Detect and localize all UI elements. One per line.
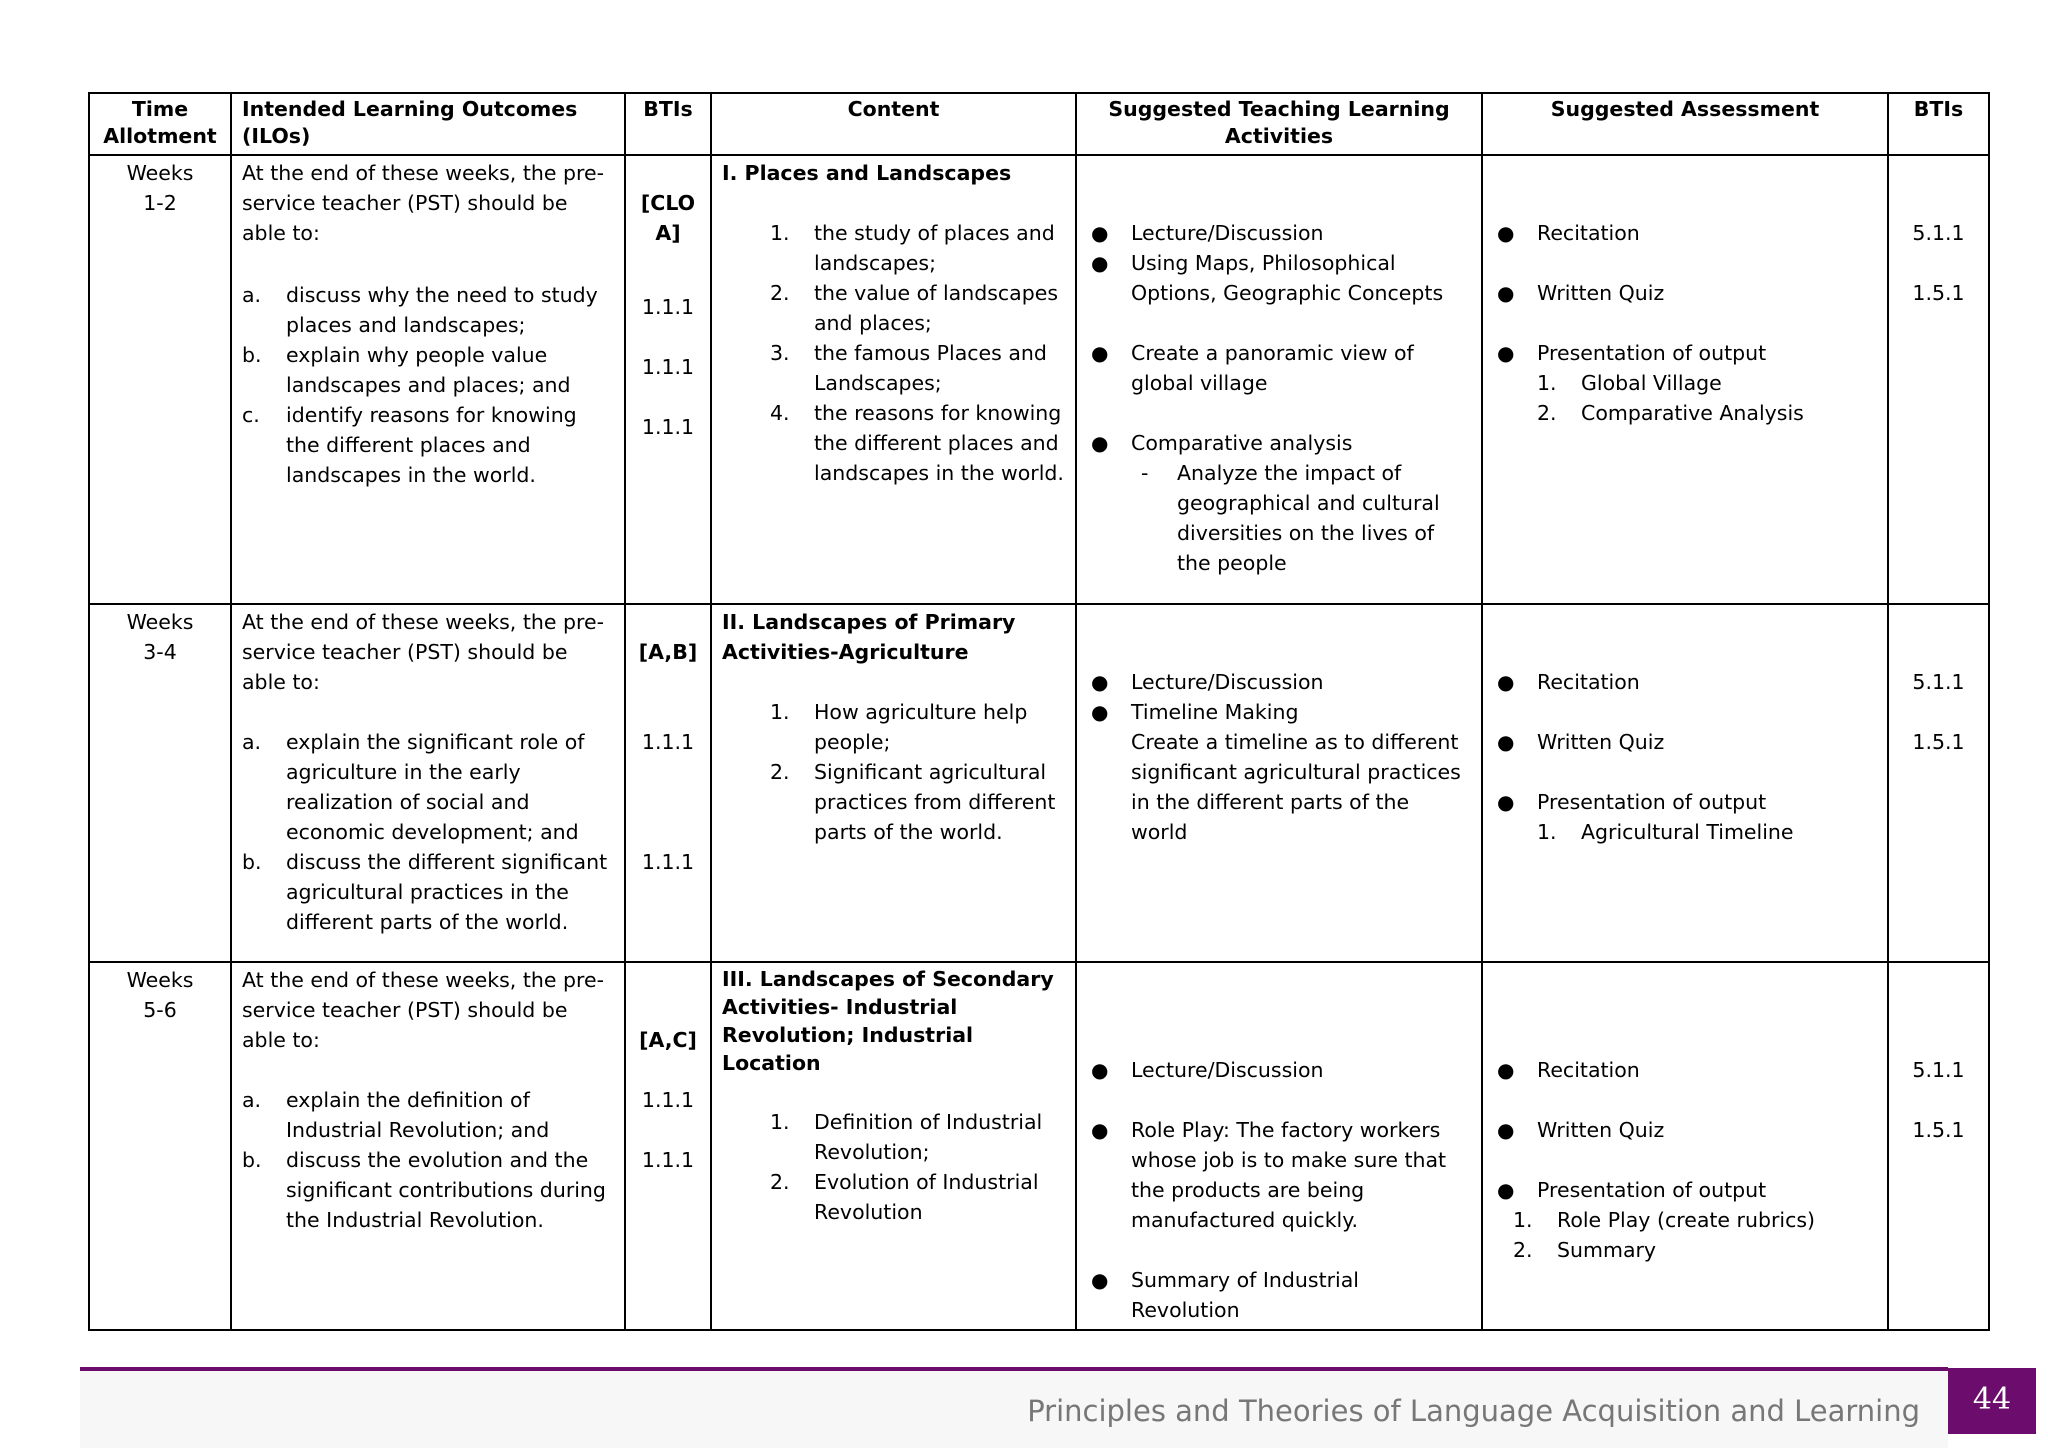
time-label: Weeks (126, 610, 194, 634)
activities-cell (1076, 962, 1482, 1330)
table-row (89, 604, 1989, 962)
activities-list (1087, 1055, 1471, 1085)
header-activities: Suggested Teaching Learning Activities (1076, 93, 1482, 155)
list-item: 2. Comparative Analysis (1537, 401, 1804, 425)
list-item: ● Using Maps, Philosophical Options, Geographic Concepts (1091, 251, 1444, 305)
ilo-list (242, 280, 614, 490)
syllabus-table (88, 92, 1990, 1331)
list-item: ● Recitation (1497, 1058, 1640, 1082)
list-item: 2. Evolution of Industrial Revolution (770, 1170, 1039, 1224)
content-list (722, 218, 1065, 488)
time-range: 3-4 (143, 640, 177, 664)
btis-cell (625, 155, 711, 604)
time-allotment-cell (89, 155, 231, 604)
header-time: Time Allotment (89, 93, 231, 155)
assessment-list (1493, 667, 1877, 697)
btis-cell-2 (1888, 604, 1989, 962)
list-item: b. discuss the evolution and the significant contributions during the Industrial Revolution. (242, 1148, 606, 1232)
ilo-cell (231, 962, 625, 1330)
header-content: Content (711, 93, 1076, 155)
content-title: II. Landscapes of Primary Activities-Agriculture (722, 610, 1016, 664)
ilo-intro: At the end of these weeks, the pre-service teacher (PST) should be able to: (242, 968, 604, 1052)
btis-cell (625, 604, 711, 962)
ilo-cell (231, 155, 625, 604)
list-item: a. explain the definition of Industrial Revolution; and (242, 1088, 550, 1142)
activity-description: Create a timeline as to different significant agricultural practices in the different parts of the world (1131, 730, 1461, 844)
list-item: 1. Global Village (1537, 371, 1722, 395)
header-btis-2: BTIs (1888, 93, 1989, 155)
bti-value: 1.1.1 (641, 730, 695, 754)
content-title: I. Places and Landscapes (722, 161, 1012, 185)
list-item: 1. Role Play (create rubrics) (1513, 1208, 1816, 1232)
list-item: ● Comparative analysis (1091, 431, 1353, 455)
bti-value: 1.1.1 (641, 355, 695, 379)
content-cell (711, 155, 1076, 604)
bti-value: 1.1.1 (641, 1148, 695, 1172)
bti-value: 1.1.1 (641, 415, 695, 439)
list-item: a. discuss why the need to study places and landscapes; (242, 283, 598, 337)
list-item: ● Role Play: The factory workers whose job is to make sure that the products are being manufactured quickly. (1091, 1118, 1447, 1232)
clo-code: [CLO A] (640, 191, 696, 245)
clo-code: [A,C] (639, 1028, 697, 1052)
list-item: ● Recitation (1497, 221, 1640, 245)
list-item: 4. the reasons for knowing the different places and landscapes in the world. (770, 401, 1064, 485)
activities-list (1087, 218, 1471, 308)
time-range: 5-6 (143, 998, 177, 1022)
assessment-cell (1482, 604, 1888, 962)
content-title: III. Landscapes of Secondary Activities- Industrial Revolution; Industrial Location (722, 967, 1054, 1075)
content-list (722, 1107, 1065, 1227)
table-row (89, 155, 1989, 604)
ilo-intro: At the end of these weeks, the pre-service teacher (PST) should be able to: (242, 610, 604, 694)
list-item: - Analyze the impact of geographical and cultural diversities on the lives of the people (1141, 461, 1440, 575)
time-label: Weeks (126, 968, 194, 992)
list-item: 1. Definition of Industrial Revolution; (770, 1110, 1043, 1164)
bti-value: 1.5.1 (1912, 1118, 1965, 1142)
ilo-cell (231, 604, 625, 962)
list-item: 1. How agriculture help people; (770, 700, 1028, 754)
btis-cell-2 (1888, 962, 1989, 1330)
list-item: 1. Agricultural Timeline (1537, 820, 1794, 844)
assessment-list (1493, 1055, 1877, 1085)
list-item: b. discuss the different significant agricultural practices in the different parts of the world. (242, 850, 608, 934)
assessment-list (1493, 218, 1877, 248)
list-item: 3. the famous Places and Landscapes; (770, 341, 1047, 395)
content-cell (711, 962, 1076, 1330)
list-item: ● Written Quiz (1497, 281, 1665, 305)
time-allotment-cell (89, 604, 231, 962)
header-assessment: Suggested Assessment (1482, 93, 1888, 155)
header-btis: BTIs (625, 93, 711, 155)
list-item: ● Lecture/Discussion (1091, 1058, 1324, 1082)
activities-cell (1076, 155, 1482, 604)
list-item: ● Timeline Making (1091, 700, 1299, 724)
list-item: ● Create a panoramic view of global village (1091, 341, 1414, 395)
btis-cell-2 (1888, 155, 1989, 604)
list-item: 2. Significant agricultural practices from different parts of the world. (770, 760, 1056, 844)
activities-list (1087, 667, 1471, 727)
list-item: ● Presentation of output (1497, 1178, 1767, 1202)
page-number: 44 (1948, 1368, 2036, 1434)
bti-value: 5.1.1 (1912, 1058, 1965, 1082)
bti-value: 1.1.1 (641, 850, 695, 874)
time-label: Weeks (126, 161, 194, 185)
list-item: ● Lecture/Discussion (1091, 221, 1324, 245)
list-item: c. identify reasons for knowing the different places and landscapes in the world. (242, 403, 577, 487)
activities-cell (1076, 604, 1482, 962)
clo-code: [A,B] (638, 640, 698, 664)
ilo-list (242, 1085, 614, 1235)
list-item: ● Presentation of output (1497, 790, 1767, 814)
ilo-list (242, 727, 614, 937)
list-item: 1. the study of places and landscapes; (770, 221, 1055, 275)
bti-value: 1.5.1 (1912, 281, 1965, 305)
assessment-cell (1482, 155, 1888, 604)
table-row (89, 962, 1989, 1330)
assessment-cell (1482, 962, 1888, 1330)
content-list (722, 697, 1065, 847)
content-cell (711, 604, 1076, 962)
bti-value: 5.1.1 (1912, 670, 1965, 694)
btis-cell (625, 962, 711, 1330)
ilo-intro: At the end of these weeks, the pre-service teacher (PST) should be able to: (242, 161, 604, 245)
time-allotment-cell (89, 962, 231, 1330)
header-ilos: Intended Learning Outcomes (ILOs) (231, 93, 625, 155)
list-item: a. explain the significant role of agriculture in the early realization of social and economic development; and (242, 730, 585, 844)
footer-title: Principles and Theories of Language Acquisition and Learning (1027, 1394, 1920, 1428)
bti-value: 5.1.1 (1912, 221, 1965, 245)
list-item: ● Presentation of output (1497, 341, 1767, 365)
bti-value: 1.1.1 (641, 295, 695, 319)
bti-value: 1.5.1 (1912, 730, 1965, 754)
list-item: ● Written Quiz (1497, 730, 1665, 754)
time-range: 1-2 (143, 191, 177, 215)
list-item: ● Written Quiz (1497, 1118, 1665, 1142)
list-item: ● Summary of Industrial Revolution (1091, 1268, 1360, 1322)
list-item: ● Lecture/Discussion (1091, 670, 1324, 694)
list-item: 2. Summary (1513, 1238, 1657, 1262)
list-item: b. explain why people value landscapes and places; and (242, 343, 571, 397)
bti-value: 1.1.1 (641, 1088, 695, 1112)
list-item: 2. the value of landscapes and places; (770, 281, 1059, 335)
table-header-row (89, 93, 1989, 155)
list-item: ● Recitation (1497, 670, 1640, 694)
